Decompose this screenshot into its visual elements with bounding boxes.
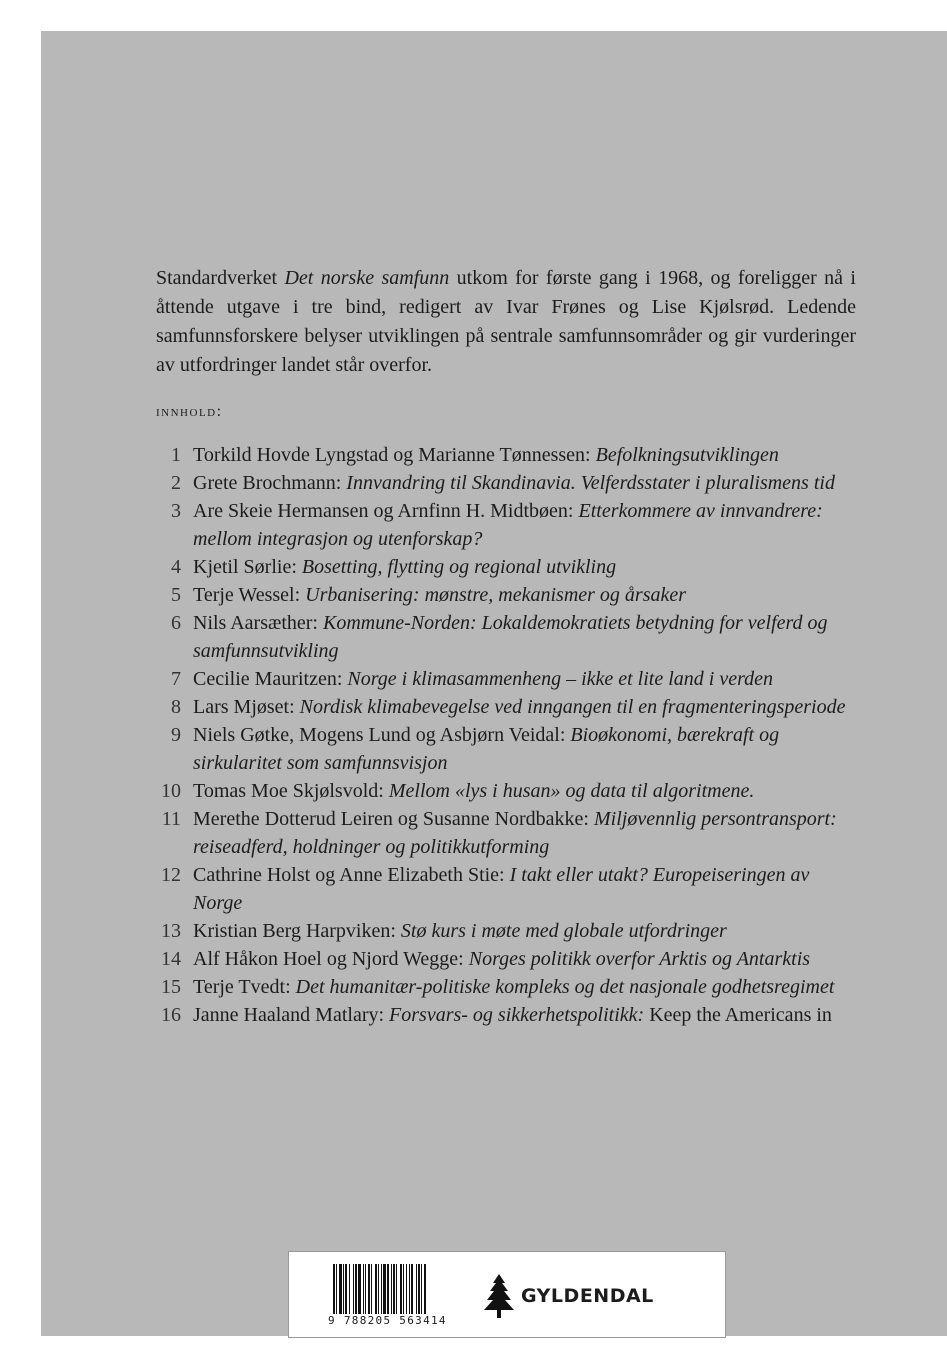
toc-entry [151,609,851,665]
toc-authors: Nils Aarsæther: [193,612,323,634]
toc-entry [151,945,851,973]
toc-text [193,721,851,777]
barcode-panel [288,1251,726,1338]
toc-number: 15 [161,976,181,998]
isbn-number: 9 788205 563414 [328,1314,447,1327]
toc-entry [151,441,851,469]
blurb-paragraph [156,264,856,380]
toc-entry [151,861,851,917]
toc-text [193,581,851,609]
toc-number: 1 [171,444,181,466]
toc-text [193,441,851,469]
toc-entry [151,973,851,1001]
toc-text [193,861,851,917]
toc-number: 12 [161,864,181,886]
toc-entry [151,581,851,609]
toc-authors: Terje Wessel: [193,584,306,606]
toc-number: 6 [171,612,181,634]
toc-number: 11 [161,808,181,830]
toc-title: Stø kurs i møte med globale utfordringer [400,920,727,942]
toc-text [193,693,851,721]
toc-text [193,665,851,693]
toc-title: Mellom «lys i husan» og data til algoritmene. [388,780,755,802]
toc-authors: Merethe Dotterud Leiren og Susanne Nordbakke: [193,808,594,830]
tree-icon [483,1274,515,1318]
toc-title: Norges politikk overfor Arktis og Antarktis [468,948,811,970]
toc-text [193,917,851,945]
toc-title: Bioøkonomi, bærekraft og sirkularitet som samfunnsvisjon [193,724,780,774]
toc-authors: Janne Haaland Matlary: [193,1004,390,1026]
toc-title: Nordisk klimabevegelse ved inngangen til en fragmenteringsperiode [299,696,846,718]
toc-authors: Kjetil Sørlie: [193,556,302,578]
toc-number: 13 [161,920,181,942]
toc-text [193,805,851,861]
toc-title: I takt eller utakt? Europeiseringen av Norge [193,864,810,914]
toc-number: 7 [171,668,181,690]
toc-number: 14 [161,948,181,970]
publisher-name: GYLDENDAL [521,1285,654,1307]
toc-authors: Grete Brochmann: [193,472,347,494]
toc-title: Innvandring til Skandinavia. Velferdsstater i pluralismens tid [346,472,835,494]
toc-authors: Torkild Hovde Lyngstad og Marianne Tønnessen: [193,444,596,466]
toc-title: Forsvars- og sikkerhetspolitikk: [389,1004,645,1026]
toc-title: Urbanisering: mønstre, mekanismer og årsaker [305,584,687,606]
toc-entry [151,1001,851,1029]
toc-text [193,777,851,805]
toc-entry [151,469,851,497]
toc-authors: Cecilie Mauritzen: [193,668,348,690]
toc-entry [151,693,851,721]
toc-text [193,945,851,973]
toc-entry [151,553,851,581]
toc-title: Etterkommere av innvandrere: mellom integrasjon og utenforskap? [193,500,823,550]
toc-title: Det humanitær-politiske kompleks og det nasjonale godhetsregimet [295,976,835,998]
toc-authors: Lars Mjøset: [193,696,300,718]
toc-number: 9 [171,724,181,746]
toc-authors: Alf Håkon Hoel og Njord Wegge: [193,948,469,970]
publisher-logo [483,1274,654,1318]
toc-number: 3 [171,500,181,522]
toc-text [193,553,851,581]
toc-title: Miljøvennlig persontransport: reiseadferd, holdninger og politikkutforming [193,808,837,858]
table-of-contents [151,441,851,1029]
toc-text [193,497,851,553]
blurb-text: utkom for første gang i 1968, og foreligger nå i åttende utgave i tre bind, redigert av Ivar Frønes og Lise Kjølsrød. Ledende samfunnsforskere belyser utviklingen på sentrale samfunnsområder og gir vurderinger av utfordringer landet står overfor. [156,267,856,376]
blurb-text: Standardverket [156,267,285,289]
toc-number: 2 [171,472,181,494]
toc-authors: Tomas Moe Skjølsvold: [193,780,389,802]
toc-title: Bosetting, flytting og regional utvikling [301,556,617,578]
toc-number: 8 [171,696,181,718]
toc-text [193,1001,851,1029]
toc-entry [151,777,851,805]
toc-number: 4 [171,556,181,578]
toc-title: Kommune-Norden: Lokaldemokratiets betydning for velferd og samfunnsutvikling [193,612,828,662]
toc-text [193,609,851,665]
toc-entry [151,665,851,693]
toc-number: 16 [161,1004,181,1026]
toc-entry [151,917,851,945]
toc-text [193,469,851,497]
toc-title: Norge i klimasammenheng – ikke et lite land i verden [347,668,774,690]
toc-entry [151,497,851,553]
toc-number: 5 [171,584,181,606]
toc-authors: Niels Gøtke, Mogens Lund og Asbjørn Veidal: [193,724,571,746]
contents-heading: innhold: [156,403,223,420]
toc-number: 10 [161,780,181,802]
toc-title: Befolkningsutviklingen [595,444,779,466]
toc-suffix: Keep the Americans in [644,1004,832,1026]
toc-authors: Are Skeie Hermansen og Arnfinn H. Midtbøen: [193,500,579,522]
back-cover [41,31,947,1336]
toc-authors: Terje Tvedt: [193,976,296,998]
toc-authors: Kristian Berg Harpviken: [193,920,401,942]
toc-text [193,973,851,1001]
blurb-book-title: Det norske samfunn [284,267,450,289]
toc-authors: Cathrine Holst og Anne Elizabeth Stie: [193,864,510,886]
toc-entry [151,721,851,777]
toc-entry [151,805,851,861]
